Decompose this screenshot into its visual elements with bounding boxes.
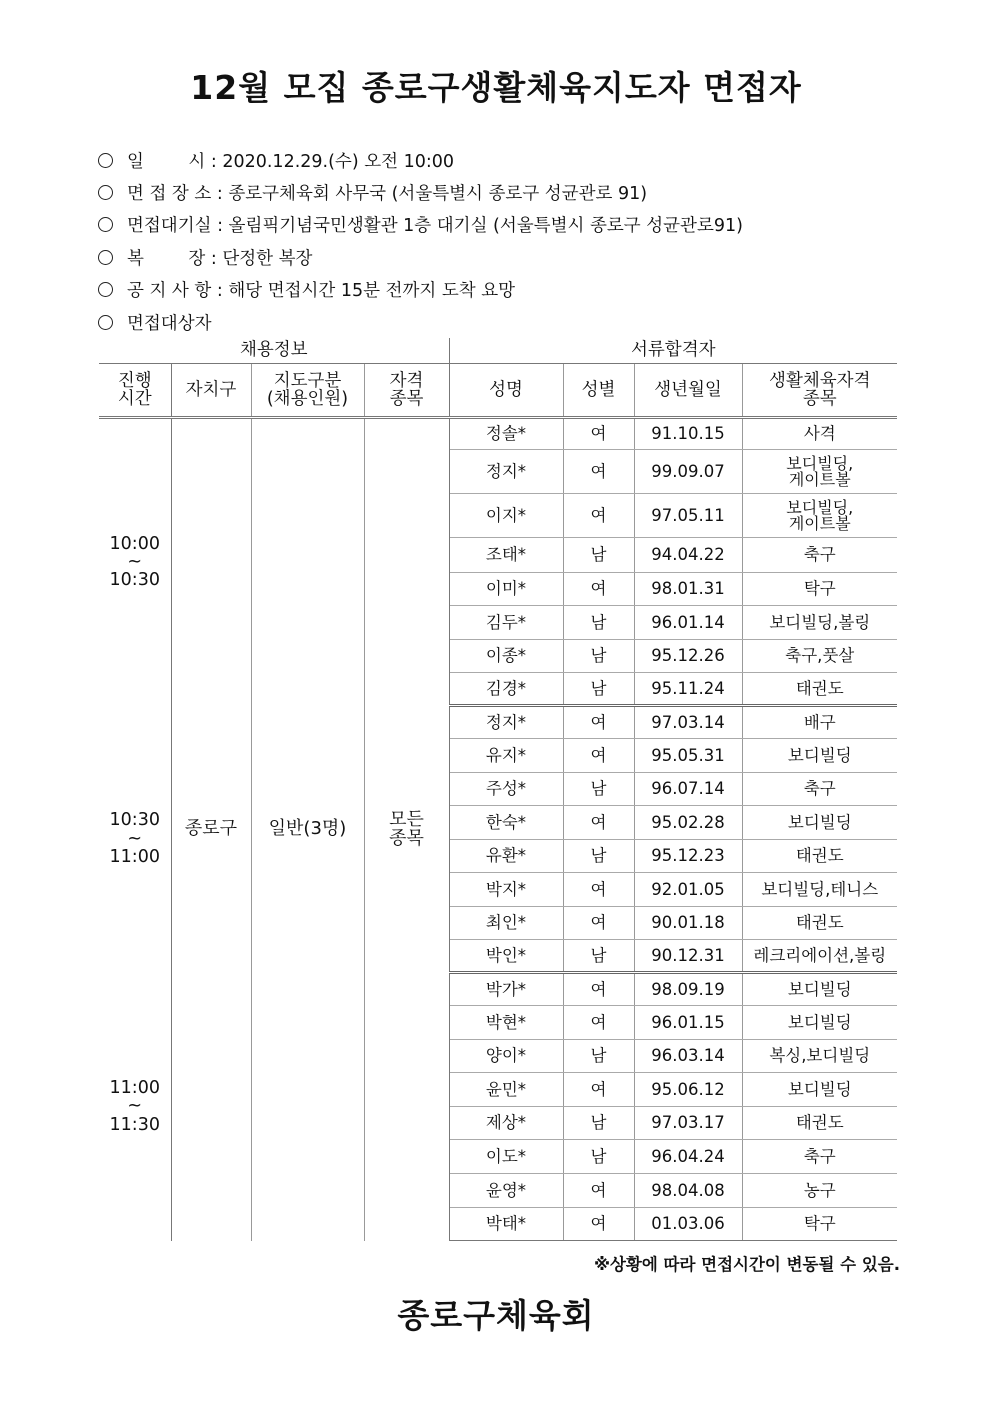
cell-gender: 여	[563, 973, 634, 1006]
cell-sport: 탁구	[742, 573, 897, 606]
cell-name: 김두*	[449, 606, 563, 640]
cell-gender: 여	[563, 706, 634, 739]
cell-name: 한숙*	[449, 806, 563, 840]
cell-sport: 축구	[742, 538, 897, 573]
cell-name: 유지*	[449, 739, 563, 773]
cell-gender: 남	[563, 840, 634, 873]
table-row	[99, 418, 897, 450]
cell-name: 조태*	[449, 538, 563, 573]
cell-name: 이종*	[449, 640, 563, 673]
info-item-notice	[96, 274, 916, 306]
cell-birthdate: 97.05.11	[634, 494, 742, 538]
cell-birthdate: 96.01.15	[634, 1006, 742, 1040]
cell-sport: 태권도	[742, 840, 897, 873]
cell-birthdate: 90.01.18	[634, 907, 742, 940]
col-header-name: 성명	[449, 364, 563, 418]
info-text: 면 접 장 소 : 종로구체육회 사무국 (서울특별시 종로구 성균관로 91)	[127, 184, 648, 205]
col-header-birthdate: 생년월일	[634, 364, 742, 418]
organization-name: 종로구체육회	[397, 1296, 595, 1335]
cell-name: 박지*	[449, 873, 563, 907]
cell-name: 정지*	[449, 450, 563, 494]
schedule-note: ※상황에 따라 면접시간이 변동될 수 있음.	[593, 1255, 900, 1274]
cell-birthdate: 94.04.22	[634, 538, 742, 573]
cell-birthdate: 98.04.08	[634, 1174, 742, 1208]
cell-sport: 축구,풋살	[742, 640, 897, 673]
col-header-qualification: 자격 종목	[364, 364, 449, 418]
circle-bullet-icon	[98, 217, 113, 232]
time-slot: 11:00 ~ 11:30	[99, 973, 171, 1241]
cell-name: 김경*	[449, 673, 563, 706]
cell-birthdate: 98.09.19	[634, 973, 742, 1006]
cell-birthdate: 96.01.14	[634, 606, 742, 640]
cell-birthdate: 99.09.07	[634, 450, 742, 494]
cell-name: 정지*	[449, 706, 563, 739]
col-header-category: 지도구분 (채용인원)	[251, 364, 364, 418]
cell-birthdate: 95.02.28	[634, 806, 742, 840]
cell-sport: 사격	[742, 418, 897, 450]
table-body	[99, 418, 897, 1241]
cell-sport: 탁구	[742, 1208, 897, 1241]
district-cell: 종로구	[171, 418, 251, 1241]
circle-bullet-icon	[98, 185, 113, 200]
cell-sport: 태권도	[742, 673, 897, 706]
cell-gender: 남	[563, 940, 634, 973]
info-item-candidates	[96, 306, 916, 338]
info-item-dress-code	[96, 241, 916, 273]
cell-name: 이도*	[449, 1140, 563, 1174]
cell-sport: 보디빌딩	[742, 1073, 897, 1107]
circle-bullet-icon	[98, 153, 113, 168]
cell-name: 박인*	[449, 940, 563, 973]
info-list	[96, 144, 916, 338]
cell-gender: 여	[563, 1006, 634, 1040]
cell-sport: 보디빌딩	[742, 806, 897, 840]
info-text: 일 시 : 2020.12.29.(수) 오전 10:00	[127, 151, 455, 172]
cell-birthdate: 97.03.17	[634, 1107, 742, 1140]
info-text: 복 장 : 단정한 복장	[127, 248, 313, 269]
cell-sport: 보디빌딩,테니스	[742, 873, 897, 907]
cell-name: 양이*	[449, 1040, 563, 1073]
cell-name: 이미*	[449, 573, 563, 606]
cell-gender: 여	[563, 907, 634, 940]
cell-birthdate: 90.12.31	[634, 940, 742, 973]
cell-birthdate: 95.05.31	[634, 739, 742, 773]
cell-birthdate: 96.04.24	[634, 1140, 742, 1174]
cell-birthdate: 95.11.24	[634, 673, 742, 706]
time-slot: 10:00 ~ 10:30	[99, 418, 171, 706]
qualification-cell: 모든 종목	[364, 418, 449, 1241]
cell-birthdate: 92.01.05	[634, 873, 742, 907]
col-header-sport: 생활체육자격 종목	[742, 364, 897, 418]
cell-gender: 남	[563, 1140, 634, 1174]
cell-sport: 보디빌딩	[742, 1006, 897, 1040]
cell-sport: 보디빌딩,볼링	[742, 606, 897, 640]
cell-birthdate: 96.07.14	[634, 773, 742, 806]
circle-bullet-icon	[98, 315, 113, 330]
cell-gender: 여	[563, 573, 634, 606]
cell-name: 주성*	[449, 773, 563, 806]
group-header-passed: 서류합격자	[449, 338, 897, 364]
category-cell: 일반(3명)	[251, 418, 364, 1241]
cell-name: 박태*	[449, 1208, 563, 1241]
cell-gender: 남	[563, 606, 634, 640]
cell-gender: 여	[563, 806, 634, 840]
cell-gender: 여	[563, 1174, 634, 1208]
cell-name: 박현*	[449, 1006, 563, 1040]
candidate-table	[99, 338, 897, 1241]
cell-name: 윤민*	[449, 1073, 563, 1107]
cell-gender: 여	[563, 1073, 634, 1107]
cell-gender: 남	[563, 1107, 634, 1140]
cell-sport: 복싱,보디빌딩	[742, 1040, 897, 1073]
col-header-gender: 성별	[563, 364, 634, 418]
cell-sport: 태권도	[742, 1107, 897, 1140]
cell-birthdate: 95.06.12	[634, 1073, 742, 1107]
group-header-row	[99, 338, 897, 364]
cell-sport: 농구	[742, 1174, 897, 1208]
cell-gender: 여	[563, 418, 634, 450]
info-text: 면접대상자	[127, 313, 212, 334]
cell-gender: 여	[563, 450, 634, 494]
cell-name: 제상*	[449, 1107, 563, 1140]
cell-name: 박가*	[449, 973, 563, 1006]
cell-name: 최인*	[449, 907, 563, 940]
info-item-venue	[96, 176, 916, 208]
cell-sport: 보디빌딩	[742, 973, 897, 1006]
cell-gender: 여	[563, 873, 634, 907]
info-text: 공 지 사 항 : 해당 면접시간 15분 전까지 도착 요망	[127, 281, 516, 302]
cell-birthdate: 91.10.15	[634, 418, 742, 450]
cell-birthdate: 95.12.23	[634, 840, 742, 873]
info-item-waiting-room	[96, 209, 916, 241]
column-header-row	[99, 364, 897, 418]
cell-birthdate: 95.12.26	[634, 640, 742, 673]
circle-bullet-icon	[98, 282, 113, 297]
time-slot: 10:30 ~ 11:00	[99, 706, 171, 973]
cell-name: 이지*	[449, 494, 563, 538]
cell-gender: 남	[563, 773, 634, 806]
cell-birthdate: 96.03.14	[634, 1040, 742, 1073]
cell-gender: 남	[563, 673, 634, 706]
cell-birthdate: 01.03.06	[634, 1208, 742, 1241]
cell-sport: 배구	[742, 706, 897, 739]
cell-sport: 축구	[742, 773, 897, 806]
cell-gender: 여	[563, 1208, 634, 1241]
cell-name: 유환*	[449, 840, 563, 873]
cell-gender: 남	[563, 538, 634, 573]
cell-gender: 여	[563, 494, 634, 538]
info-item-datetime	[96, 144, 916, 176]
circle-bullet-icon	[98, 250, 113, 265]
page-title: 12월 모집 종로구생활체육지도자 면접자	[190, 68, 802, 107]
cell-sport: 축구	[742, 1140, 897, 1174]
cell-birthdate: 97.03.14	[634, 706, 742, 739]
cell-sport: 태권도	[742, 907, 897, 940]
col-header-time: 진행 시간	[99, 364, 171, 418]
col-header-district: 자치구	[171, 364, 251, 418]
cell-name: 윤영*	[449, 1174, 563, 1208]
cell-birthdate: 98.01.31	[634, 573, 742, 606]
cell-name: 정솔*	[449, 418, 563, 450]
cell-sport: 보디빌딩, 게이트볼	[742, 450, 897, 494]
cell-sport: 레크리에이션,볼링	[742, 940, 897, 973]
group-header-recruit-info: 채용정보	[99, 338, 449, 364]
cell-gender: 남	[563, 1040, 634, 1073]
cell-gender: 남	[563, 640, 634, 673]
cell-sport: 보디빌딩	[742, 739, 897, 773]
cell-gender: 여	[563, 739, 634, 773]
info-text: 면접대기실 : 올림픽기념국민생활관 1층 대기실 (서울특별시 종로구 성균관로91)	[127, 216, 743, 237]
cell-sport: 보디빌딩, 게이트볼	[742, 494, 897, 538]
